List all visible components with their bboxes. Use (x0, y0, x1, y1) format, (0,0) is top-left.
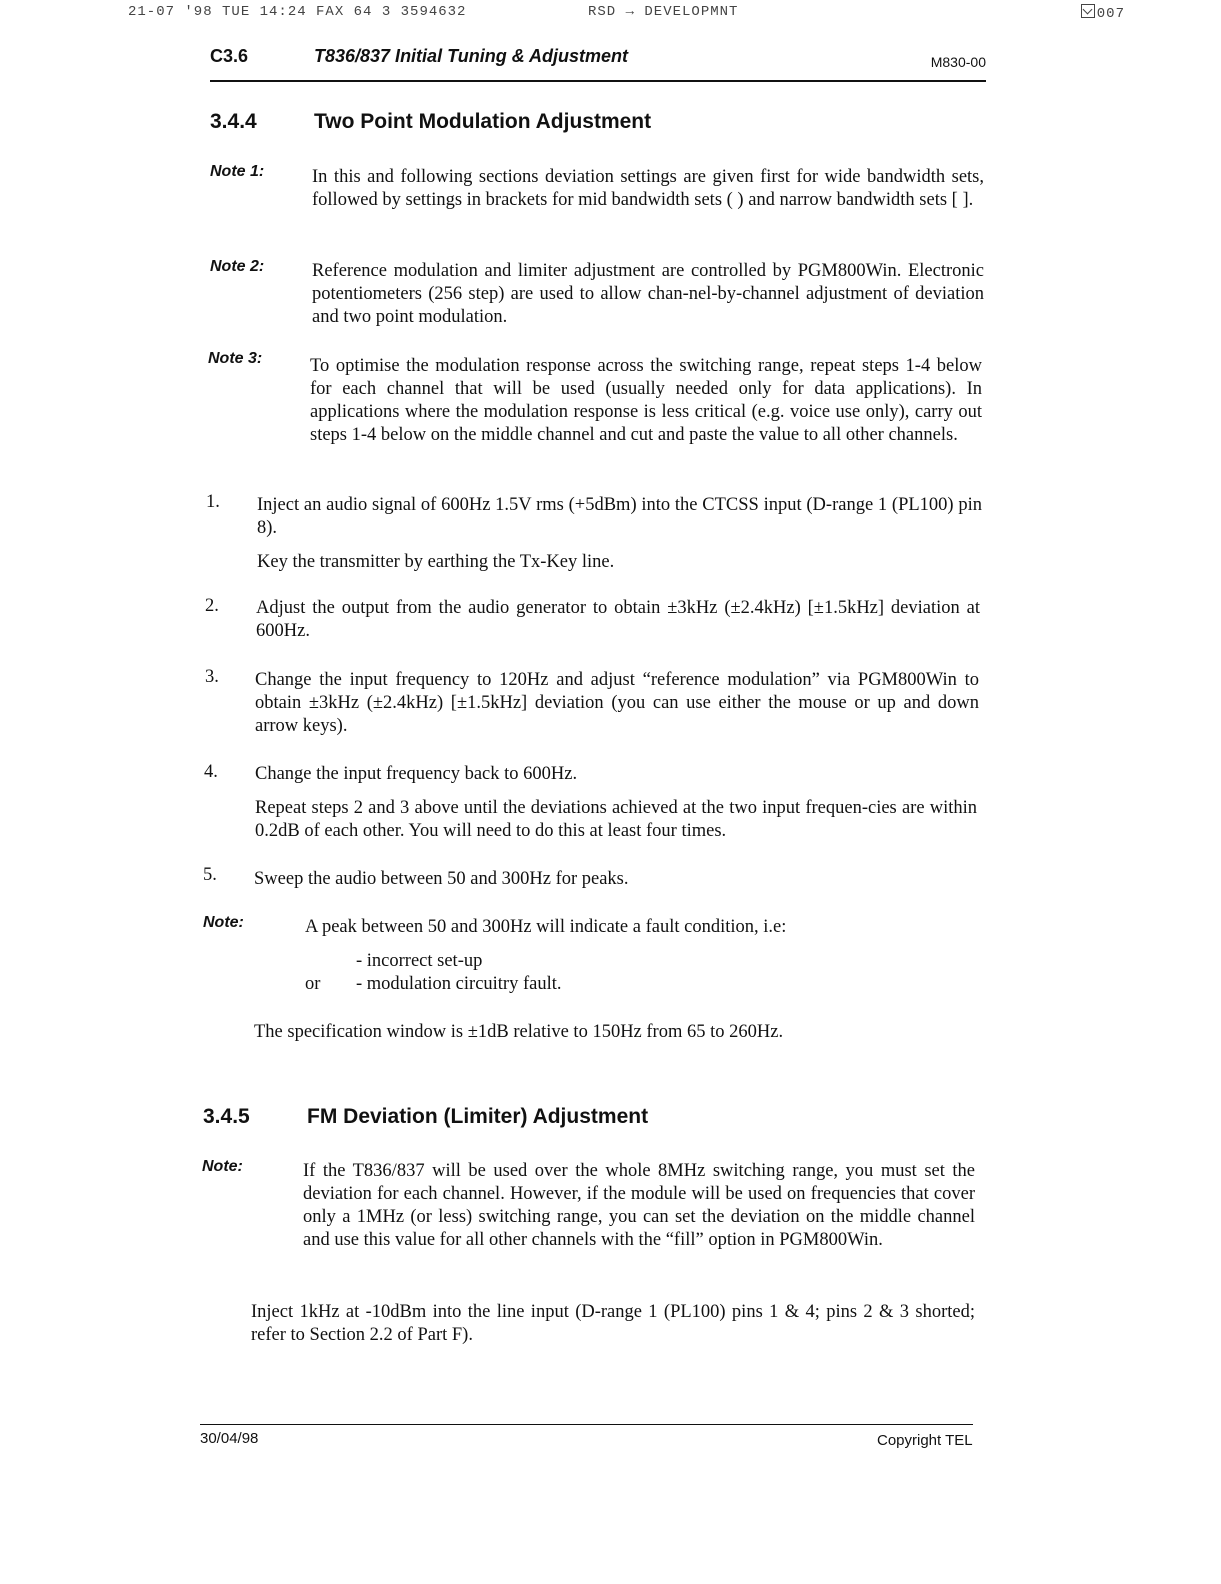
note-3-text: To optimise the modulation response across the switching range, repeat steps 1-4 below for each channel that will be used (usually needed only for data applications). In applications where the modulation response is less critical (e.g. voice use only), carry out steps 1-4 below on the middle channel and cut and paste the value to all other channels. (310, 356, 982, 445)
fax-header-right (1081, 4, 1125, 22)
section-heading-345 (203, 1105, 983, 1133)
fax-page-number: 007 (1096, 6, 1125, 22)
step-3-number: 3. (205, 667, 219, 687)
step-4-number: 4. (204, 762, 218, 782)
step-4-extra: Repeat steps 2 and 3 above until the deviations achieved at the two input frequen-cies are within 0.2dB of each other. You will need to do this at least four times. (255, 798, 977, 841)
page-header (210, 44, 986, 82)
section-title: Two Point Modulation Adjustment (314, 110, 652, 133)
final-note-label: Note: (203, 914, 244, 931)
step-4-text: Change the input frequency back to 600Hz. (255, 764, 578, 784)
page-section-number: C3.6 (210, 46, 249, 66)
step-5-number: 5. (203, 865, 217, 885)
note-2-text: Reference modulation and limiter adjustment are controlled by PGM800Win. Electronic potentiometers (256 step) are used to allow chan-nel-by-channel adjustment of deviation and two point modulation. (312, 261, 984, 327)
footer-rule (200, 1424, 973, 1425)
section-heading-344 (210, 110, 990, 138)
step-2-number: 2. (205, 596, 219, 616)
inject-instruction: Inject 1kHz at -10dBm into the line input (D-range 1 (PL100) pins 1 & 4; pins 2 & 3 shorted; refer to Section 2.2 of Part F). (251, 1302, 975, 1345)
document-number: M830-00 (930, 54, 986, 70)
footer-copyright: Copyright TEL (877, 1432, 973, 1449)
section-number: 3.4.4 (210, 110, 257, 133)
footer-date: 30/04/98 (200, 1430, 259, 1447)
step-1-number: 1. (206, 492, 220, 512)
final-note-text: A peak between 50 and 300Hz will indicate a fault condition, i.e: (305, 917, 787, 937)
section-345-note-text: If the T836/837 will be used over the whole 8MHz switching range, you must set the deviation for each channel. However, if the module will be used on frequencies that cover only a 1MHz (or less) switching range, you can set the deviation on the middle channel and use this value for all other channels with the “fill” option in PGM800Win. (303, 1161, 975, 1250)
specification-text: The specification window is ±1dB relative to 150Hz from 65 to 260Hz. (254, 1022, 784, 1042)
section-title: FM Deviation (Limiter) Adjustment (307, 1105, 649, 1128)
note-2-label: Note 2: (210, 258, 265, 275)
step-2-text: Adjust the output from the audio generator to obtain ±3kHz (±2.4kHz) [±1.5kHz] deviation at 600Hz. (256, 598, 980, 641)
note-1-text: In this and following sections deviation settings are given first for wide bandwidth sets, followed by settings in brackets for mid bandwidth sets ( ) and narrow bandwidth sets [ ]. (312, 167, 984, 210)
fault-item-1: - incorrect set-up (356, 951, 483, 971)
fax-header (128, 4, 1125, 24)
note-1-label: Note 1: (210, 163, 265, 180)
step-1-text: Inject an audio signal of 600Hz 1.5V rms (+5dBm) into the CTCSS input (D-range 1 (PL100) pin 8). (257, 495, 982, 538)
step-1-extra: Key the transmitter by earthing the Tx-Key line. (257, 552, 615, 572)
fax-header-center: RSD → DEVELOPMNT (588, 4, 739, 20)
fault-or: or (305, 974, 321, 994)
fault-item-2: - modulation circuitry fault. (356, 974, 562, 994)
fax-page-icon (1081, 4, 1095, 18)
section-345-note-label: Note: (202, 1158, 243, 1175)
section-number: 3.4.5 (203, 1105, 250, 1128)
note-3-label: Note 3: (208, 350, 263, 367)
step-3-text: Change the input frequency to 120Hz and adjust “reference modulation” via PGM800Win to obtain ±3kHz (±2.4kHz) [±1.5kHz] deviation (you can use either the mouse or up and down arrow keys). (255, 670, 979, 736)
step-5-text: Sweep the audio between 50 and 300Hz for peaks. (254, 869, 629, 889)
page-title: T836/837 Initial Tuning & Adjustment (314, 46, 629, 66)
fax-header-left: 21-07 '98 TUE 14:24 FAX 64 3 3594632 (128, 4, 467, 20)
